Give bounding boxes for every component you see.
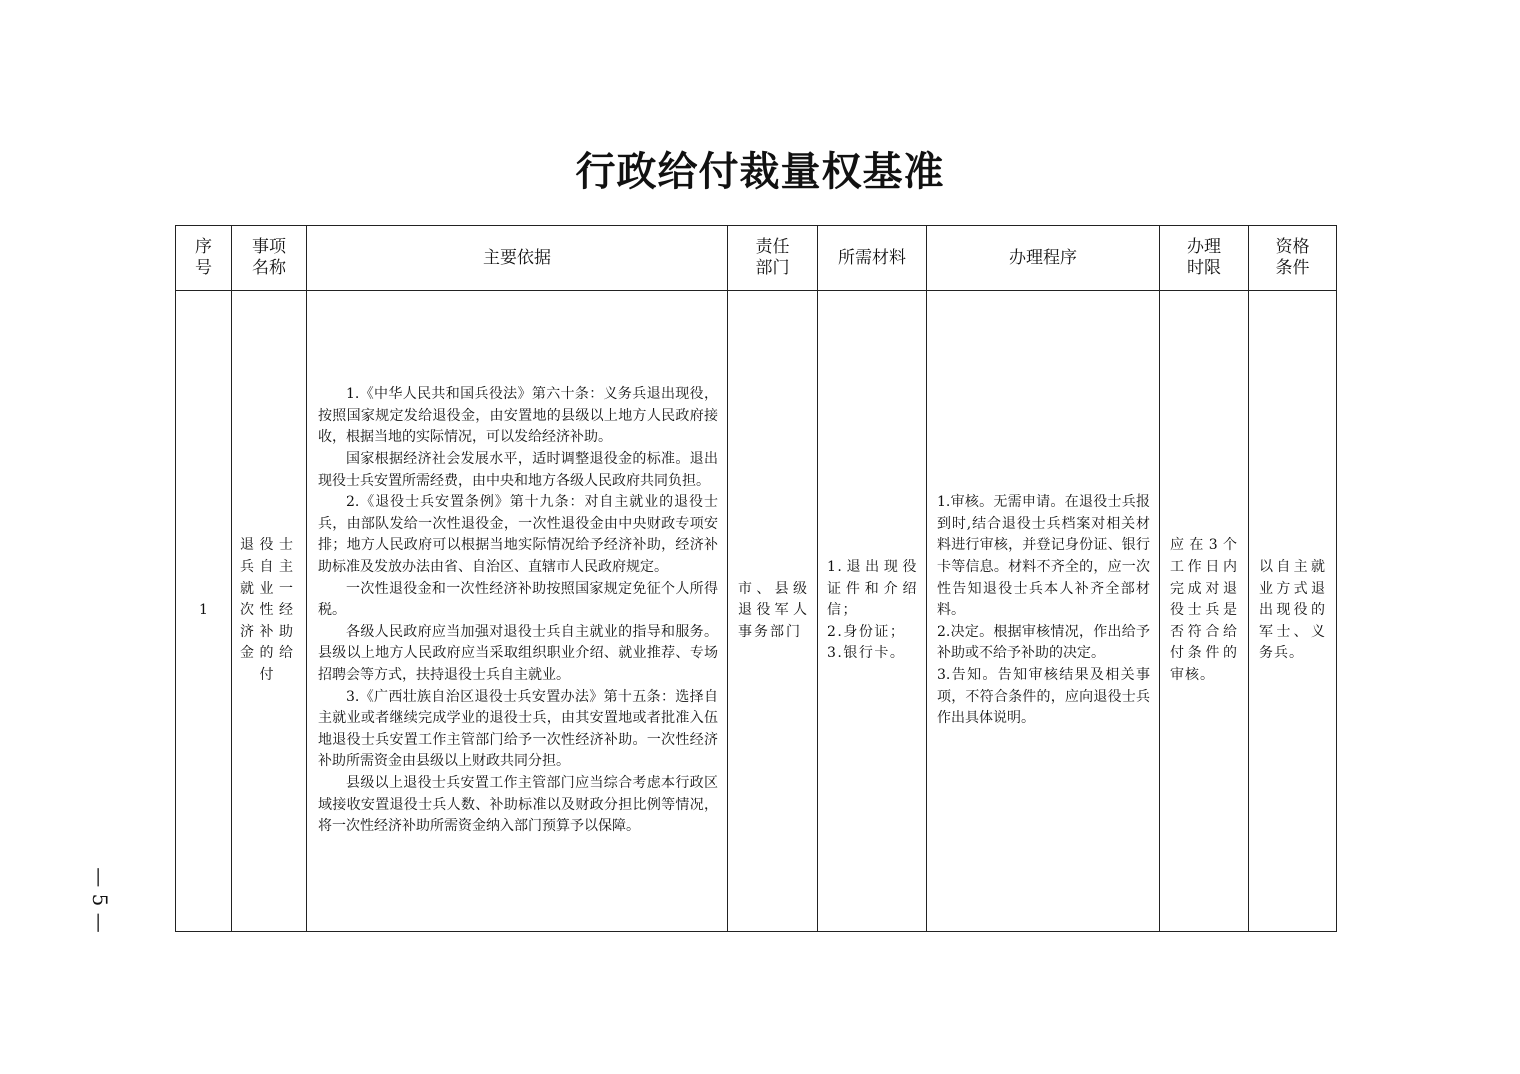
cell-materials [818,291,927,932]
material-item: 1.退出现役证件和介绍信； [827,559,918,619]
header-seq: 序 号 [176,226,232,291]
discretion-standard-table [175,225,1337,932]
header-responsible-dept: 责任 部门 [728,226,818,291]
cell-seq: 1 [176,291,232,932]
cell-time-limit: 应在3个工作日内完成对退役士兵是否符合给付条件的审核。 [1160,291,1249,932]
material-item: 2.身份证； [827,623,906,640]
material-item: 3.银行卡。 [827,645,906,662]
basis-paragraph: 3.《广西壮族自治区退役士兵安置办法》第十五条：选择自主就业或者继续完成学业的退役士兵，由其安置地或者批准入伍地退役士兵安置工作主管部门给予一次性经济补助。一次性经济补助所需资金由县级以上财政共同分担。 [318,688,718,770]
basis-paragraph: 国家根据经济社会发展水平，适时调整退役金的标准。退出现役士兵安置所需经费，由中央和地方各级人民政府共同负担。 [318,451,718,489]
header-item-name: 事项 名称 [232,226,307,291]
basis-paragraph: 1.《中华人民共和国兵役法》第六十条：义务兵退出现役，按照国家规定发给退役金，由安置地的县级以上地方人民政府接收，根据当地的实际情况，可以发给经济补助。 [318,386,718,446]
basis-paragraph: 一次性退役金和一次性经济补助按照国家规定免征个人所得税。 [318,580,718,619]
table-header-row [176,226,1337,291]
cell-item-name: 退役士兵自主就业一次性经济补助金的给付 [232,291,307,932]
cell-main-basis [307,291,728,932]
procedure-step: 3.告知。告知审核结果及相关事项，不符合条件的，应向退役士兵作出具体说明。 [937,666,1150,727]
table-row [176,291,1337,932]
basis-paragraph: 各级人民政府应当加强对退役士兵自主就业的指导和服务。县级以上地方人民政府应当采取组织职业介绍、就业推荐、专场招聘会等方式，扶持退役士兵自主就业。 [318,623,718,683]
cell-procedure [927,291,1160,932]
procedure-step: 1.审核。无需申请。在退役士兵报到时,结合退役士兵档案对相关材料进行审核，并登记身份证、银行卡等信息。材料不齐全的，应一次性告知退役士兵本人补齐全部材料。 [937,494,1150,619]
page-number: — 5 — [88,867,112,933]
header-qualification: 资格 条件 [1249,226,1337,291]
cell-qualification: 以自主就业方式退出现役的军士、义务兵。 [1249,291,1337,932]
basis-paragraph: 县级以上退役士兵安置工作主管部门应当综合考虑本行政区域接收安置退役士兵人数、补助标准以及财政分担比例等情况，将一次性经济补助所需资金纳入部门预算予以保障。 [318,774,718,835]
basis-paragraph: 2.《退役士兵安置条例》第十九条：对自主就业的退役士兵，由部队发给一次性退役金，一次性退役金由中央财政专项安排；地方人民政府可以根据当地实际情况给予经济补助，经济补助标准及发放办法由省、自治区、直辖市人民政府规定。 [318,494,718,576]
procedure-step: 2.决定。根据审核情况，作出给予补助或不给予补助的决定。 [937,623,1150,662]
document-title: 行政给付裁量权基准 [575,149,945,195]
cell-responsible-dept: 市、县级退役军人事务部门 [728,291,818,932]
header-time-limit: 办理 时限 [1160,226,1249,291]
header-procedure: 办理程序 [927,226,1160,291]
header-materials: 所需材料 [818,226,927,291]
header-main-basis: 主要依据 [307,226,728,291]
